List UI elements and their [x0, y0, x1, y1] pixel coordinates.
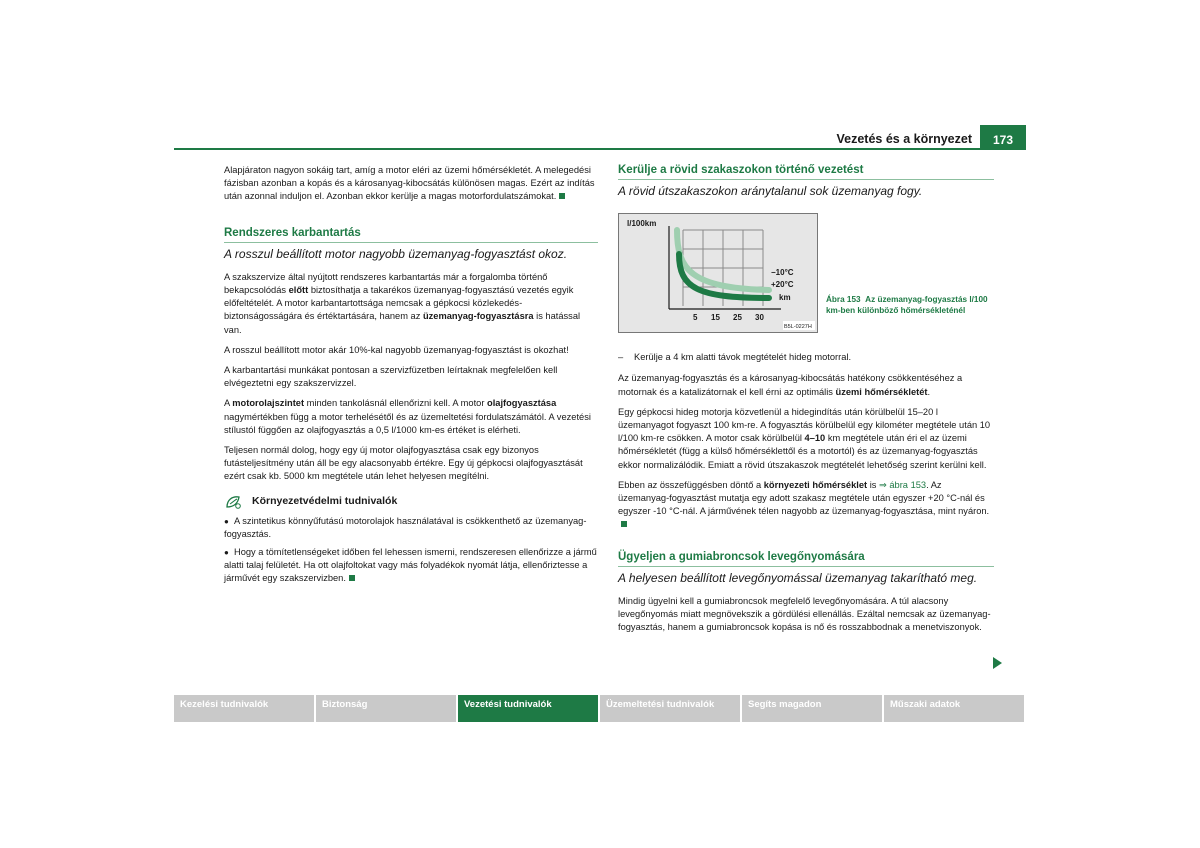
section-heading-maintenance: Rendszeres karbantartás	[224, 227, 598, 243]
environment-note-title: Környezetvédelmi tudnivalók	[252, 495, 398, 508]
nav-tab-operating-instructions[interactable]: Kezelési tudnivalók	[174, 695, 314, 722]
figure-caption	[826, 295, 996, 316]
dash-list-item: – Kerülje a 4 km alatti távok megtételét hideg motorral.	[618, 351, 994, 364]
fuel-consumption-graph	[619, 214, 817, 332]
figure-code: B5L-0227H	[784, 324, 812, 331]
short-trips-paragraph-2	[618, 406, 994, 472]
figure-caption-label: Ábra 153	[826, 295, 861, 305]
x-axis-unit: km	[779, 293, 791, 303]
legend-warm-label: +20°C	[771, 280, 794, 290]
environment-bullet-2: ● Hogy a tömítetlenségeket időben fel lehessen ismerni, rendszeresen ellenőrizze a jármű alatti talaj felületét. Ha ott olajfoltokat vagy más folyadékok nyomát látja, ellenőriztesse a járművét egy szakszervizben.	[224, 547, 597, 584]
text-run: . Az üzemanyag-fogyasztást mutatja egy adott szakasz megtétele után egyszer +20 °C-nál és egyszer -10 °C-nál. A járművének télen nagyobb az üzemanyag-fogyasztása, mint nyáron.	[618, 479, 990, 517]
section-lead-tyre-pressure: A helyesen beállított levegőnyomással üzemanyag takarítható meg.	[618, 570, 978, 585]
text-run: .	[927, 386, 931, 397]
section-heading-tyre-pressure: Ügyeljen a gumiabroncsok levegőnyomására	[618, 551, 994, 567]
maintenance-paragraph-4	[224, 397, 598, 437]
bold-text: üzemanyag-fogyasztásra	[422, 311, 534, 322]
figure-caption-text: Az üzemanyag-fogyasztás l/100 km-ben különböző hőmérsékleténél	[826, 295, 988, 315]
x-tick-30: 30	[755, 313, 764, 323]
x-tick-15: 15	[711, 313, 720, 323]
bold-text: olajfogyasztása	[487, 398, 557, 409]
end-mark-icon	[559, 193, 565, 199]
text-run: A szakszervize által nyújtott rendszeres karbantartás már a forgalomba történő bekapcsolódás	[224, 271, 548, 296]
text-run: is	[867, 479, 879, 490]
nav-tab-operating-tips[interactable]: Üzemeltetési tudnivalók	[600, 695, 740, 722]
end-mark-icon	[621, 521, 627, 527]
left-column	[224, 164, 598, 591]
nav-tab-self-help[interactable]: Segíts magadon	[742, 695, 882, 722]
bullet-icon: ●	[224, 548, 229, 558]
section-heading-short-trips: Kerülje a rövid szakaszokon történő vezetést	[618, 164, 994, 180]
environment-leaf-icon	[224, 494, 244, 510]
section-lead-maintenance: A rosszul beállított motor nagyobb üzemanyag-fogyasztást okoz.	[224, 246, 568, 261]
bold-text: 4–10	[804, 433, 826, 444]
nav-tab-safety[interactable]: Biztonság	[316, 695, 456, 722]
text-run: Egy gépkocsi hideg motorja közvetlenül a hidegindítás után körülbelül 15–20 l üzemanyagot fogyaszt 100 km-re. A fogyasztás körülbelül egy kilométer megtétele után 10 l/100 km-re csökken. A motor csak körülbelül	[618, 406, 991, 444]
text-run: minden tankolásnál ellenőrizni kell. A motor	[304, 398, 488, 409]
text-run: km megtétele után éri el az üzemi hőmérsékletét (függ a külső hőmérséklettől és a motortól) és az üzemanyag-fogyasztás ekkor normalizálódik. Emiatt a rövid útszakaszok megtételét lehetőség szerint kerülni kell.	[618, 433, 987, 470]
maintenance-paragraph-2: A rosszul beállított motor akár 10%-kal nagyobb üzemanyag-fogyasztást is okozhat!	[224, 344, 569, 355]
nav-tab-technical-data[interactable]: Műszaki adatok	[884, 695, 1024, 722]
x-tick-5: 5	[693, 313, 698, 323]
text-run: A	[224, 398, 233, 409]
environment-bullet-1: ● A szintetikus könnyűfutású motorolajok használatával is csökkenthető az üzemanyag-fogyasztás.	[224, 515, 587, 539]
bold-text: motorolajszintet	[232, 398, 305, 409]
bold-text: üzemi hőmérsékletét	[835, 386, 928, 397]
short-trips-paragraph-3	[618, 479, 994, 532]
text-run: biztosíthatja a takarékos üzemanyag-fogyasztású vezetés egyik előfeltételét. A motor karbantartottsága nemcsak a gépkocsi közlekedés-biztonságosságára és értéktartására, hanem az	[224, 285, 574, 322]
text-run: nagymértékben függ a motor terhelésétől és az üzemeltetési fordulatszámától. A vezetési stílustól függően az olajfogyasztás a 0,5 l/1000 km-es értéket is elérheti.	[224, 411, 591, 435]
header-divider	[174, 148, 1026, 150]
bold-text: környezeti hőmérséklet	[763, 479, 868, 490]
page-header-title: Vezetés és a környezet	[836, 132, 972, 146]
right-column	[618, 164, 994, 641]
footer-navigation	[174, 695, 1026, 722]
intro-paragraph	[224, 164, 598, 204]
continue-arrow-icon	[993, 657, 1002, 669]
text-run: Alapjáraton nagyon sokáig tart, amíg a motor eléri az üzemi hőmérsékletét. A melegedési fázisban azonban a kopás és a károsanyag-kibocsátás különösen magas. Ezért az indítás után azonnal induljon el. Azonban ekkor kerülje a magas motorfordulatszámokat.	[224, 165, 595, 202]
text-run: Ebben az összefüggésben döntő a	[618, 479, 764, 490]
cross-reference-link[interactable]: ⇒ ábra 153	[879, 479, 927, 490]
text-run: is hatással van.	[224, 311, 581, 335]
x-tick-25: 25	[733, 313, 742, 323]
end-mark-icon	[349, 575, 355, 581]
maintenance-paragraph-5: Teljesen normál dolog, hogy egy új motor olajfogyasztása csak egy bizonyos futásteljesítmény után áll be egy alacsonyabb értékre. Egy új gépkocsi olajfogyasztását ezért csak kb. 5000 km megtétele után lehet helyesen megítélni.	[224, 445, 583, 482]
nav-tab-driving-tips[interactable]: Vezetési tudnivalók	[458, 695, 598, 722]
dash-icon: –	[618, 352, 624, 363]
fuel-consumption-figure	[618, 213, 818, 333]
tyre-pressure-paragraph: Mindig ügyelni kell a gumiabroncsok megfelelő levegőnyomására. A túl alacsony levegőnyomás miatt megnövekszik a gördülési ellenállás. Ezáltal nemcsak az üzemanyag-fogyasztás, hanem a gumiabroncsok kopása is nő és rosszabbodnak a menetviszonyok.	[618, 595, 991, 633]
environment-note-header	[224, 494, 598, 510]
figure-153	[618, 213, 994, 341]
y-axis-unit: l/100km	[627, 219, 657, 229]
text-run: Az üzemanyag-fogyasztás és a károsanyag-kibocsátás hatékony csökkentéséhez a motornak és a katalizátornak el kell érni az optimális	[618, 373, 963, 397]
bullet-icon: ●	[224, 516, 229, 526]
legend-cold-label: −10°C	[771, 268, 794, 278]
short-trips-paragraph-1	[618, 372, 994, 398]
page-number: 173	[980, 125, 1026, 149]
maintenance-paragraph-3: A karbantartási munkákat pontosan a szervizfüzetben leírtaknak megfelelően kell elvégeztetni egy szakszervizzel.	[224, 365, 558, 389]
maintenance-paragraph-1	[224, 271, 598, 337]
bold-text: előtt	[288, 285, 309, 296]
section-lead-short-trips: A rövid útszakaszokon aránytalanul sok üzemanyag fogy.	[618, 184, 923, 199]
